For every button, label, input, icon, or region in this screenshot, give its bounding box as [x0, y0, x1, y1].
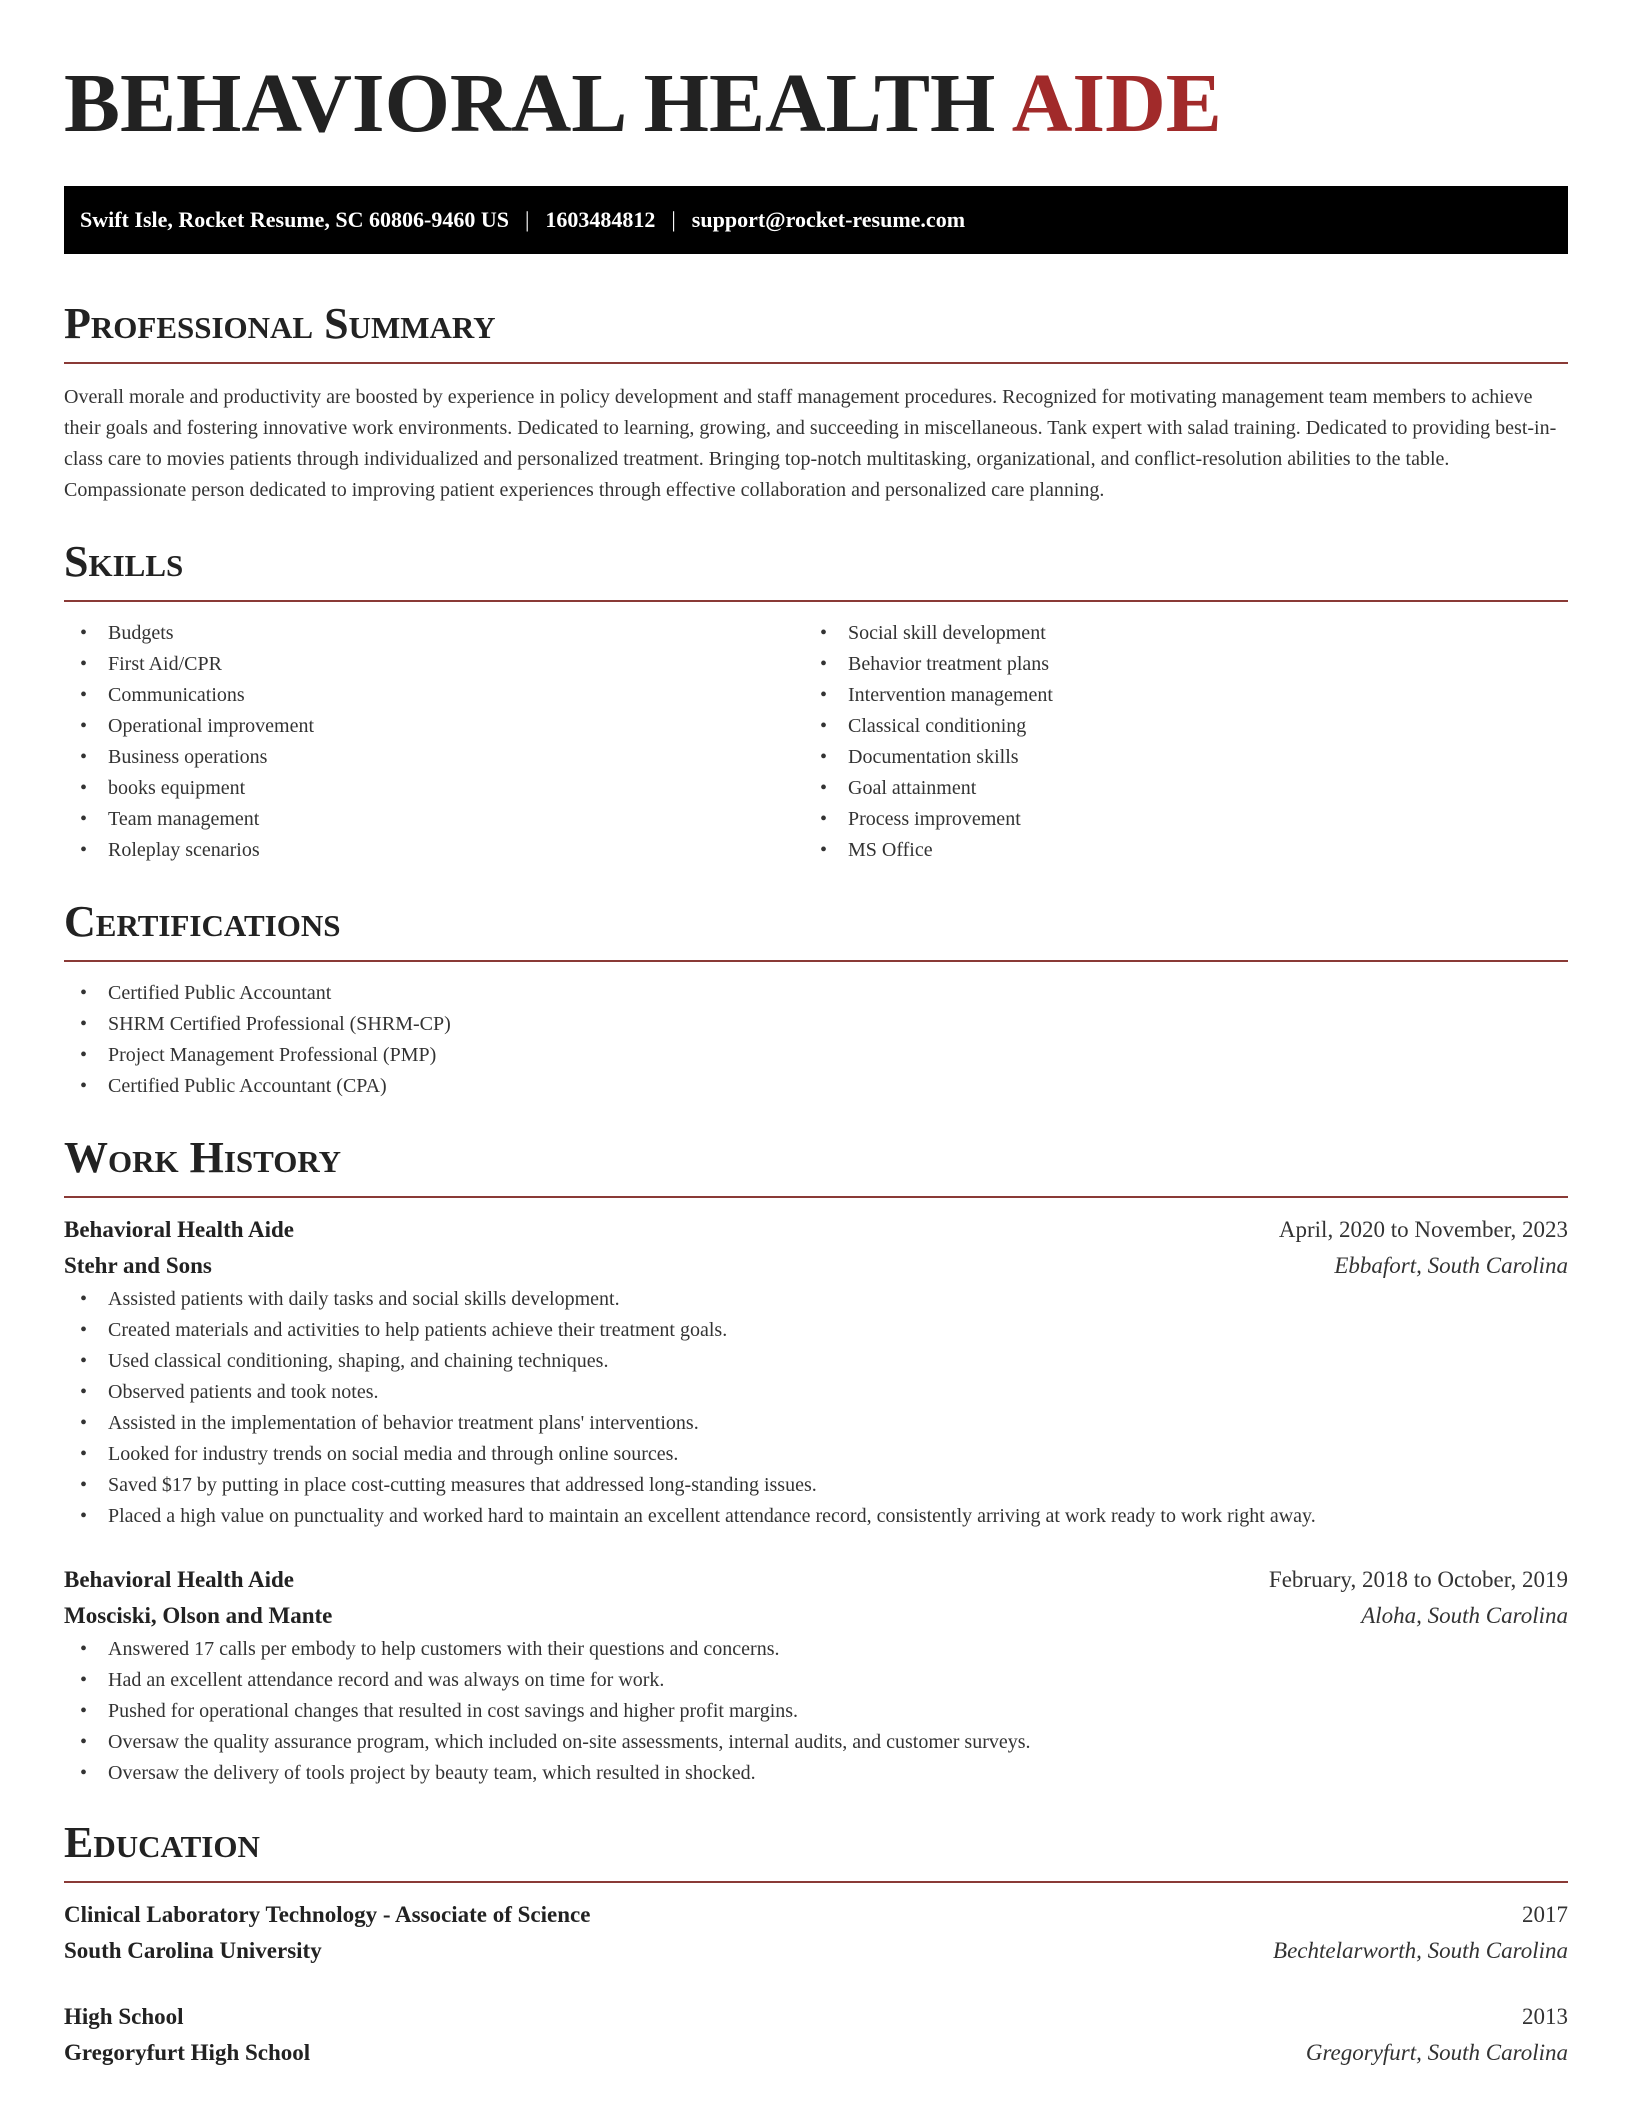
section-divider	[64, 1881, 1568, 1883]
skills-section	[64, 536, 1568, 866]
contact-separator: |	[524, 207, 530, 232]
education-school-row	[64, 1933, 1568, 1969]
job-title: Behavioral Health Aide	[64, 1567, 294, 1592]
section-heading-certifications: Certifications	[64, 897, 341, 946]
job-dates: April, 2020 to November, 2023	[1278, 1217, 1568, 1242]
education-section	[64, 1817, 1568, 2071]
job-location: Ebbafort, South Carolina	[1334, 1253, 1568, 1278]
skill-item: • Roleplay scenarios	[64, 835, 804, 866]
job-duty: • Saved $17 by putting in place cost-cutting measures that addressed long-standing issues.	[64, 1470, 1568, 1501]
section-divider	[64, 600, 1568, 602]
job-duty: • Oversaw the delivery of tools project by beauty team, which resulted in shocked.	[64, 1758, 1568, 1789]
skill-item: • MS Office	[804, 835, 1544, 866]
education-year: 2017	[1522, 1902, 1568, 1927]
certification-item: • Project Management Professional (PMP)	[64, 1040, 1568, 1071]
section-heading-education: Education	[64, 1818, 260, 1867]
title-accent: AIDE	[1011, 57, 1222, 150]
education-degree-row	[64, 1999, 1568, 2035]
skill-item: • Documentation skills	[804, 742, 1544, 773]
skills-list-right	[804, 618, 1544, 866]
education-location: Bechtelarworth, South Carolina	[1273, 1938, 1568, 1963]
skill-item: • Goal attainment	[804, 773, 1544, 804]
education-location: Gregoryfurt, South Carolina	[1305, 2040, 1568, 2065]
summary-section	[64, 298, 1568, 506]
job-duty: • Used classical conditioning, shaping, and chaining techniques.	[64, 1346, 1568, 1377]
skill-item: • books equipment	[64, 773, 804, 804]
job-company-row	[64, 1598, 1568, 1634]
section-divider	[64, 960, 1568, 962]
skill-item: • Social skill development	[804, 618, 1544, 649]
summary-text: Overall morale and productivity are boosted by experience in policy development and staff management procedures. Recognized for motivating management team members to achieve their goals and fostering innovative work environments. Dedicated to learning, growing, and succeeding in miscellaneous. Tank expert with salad training. Dedicated to providing best-in-class care to movies patients through individualized and personalized treatment. Bringing top-notch multitasking, organizational, and conflict-resolution abilities to the table. Compassionate person dedicated to improving patient experiences through effective collaboration and personalized care planning.	[64, 386, 1557, 501]
skill-item: • Communications	[64, 680, 804, 711]
work-history-section	[64, 1132, 1568, 1789]
skills-column-right	[804, 618, 1544, 866]
education-entry	[64, 1999, 1568, 2071]
job-duty: • Assisted patients with daily tasks and social skills development.	[64, 1284, 1568, 1315]
education-school-row	[64, 2035, 1568, 2071]
skill-item: • Behavior treatment plans	[804, 649, 1544, 680]
job-company: Stehr and Sons	[64, 1253, 212, 1278]
education-degree: Clinical Laboratory Technology - Associate of Science	[64, 1902, 591, 1927]
education-year: 2013	[1522, 2004, 1568, 2029]
section-divider	[64, 362, 1568, 364]
contact-bar	[64, 186, 1568, 254]
job-duties-list	[64, 1634, 1568, 1789]
job-duties-list	[64, 1284, 1568, 1532]
job-duty: • Placed a high value on punctuality and worked hard to maintain an excellent attendance record, consistently arriving at work ready to work right away.	[64, 1501, 1568, 1532]
skills-columns	[64, 618, 1568, 866]
job-entry	[64, 1212, 1568, 1532]
section-divider	[64, 1196, 1568, 1198]
job-duty: • Answered 17 calls per embody to help customers with their questions and concerns.	[64, 1634, 1568, 1665]
education-school: South Carolina University	[64, 1938, 322, 1963]
skill-item: • Operational improvement	[64, 711, 804, 742]
skills-list-left	[64, 618, 804, 866]
certification-item: • SHRM Certified Professional (SHRM-CP)	[64, 1009, 1568, 1040]
certifications-section	[64, 896, 1568, 1102]
contact-email: support@rocket-resume.com	[691, 207, 966, 232]
skills-column-left	[64, 618, 804, 866]
job-duty: • Had an excellent attendance record and was always on time for work.	[64, 1665, 1568, 1696]
certifications-list	[64, 978, 1568, 1102]
certification-item: • Certified Public Accountant (CPA)	[64, 1071, 1568, 1102]
job-dates: February, 2018 to October, 2019	[1268, 1567, 1568, 1592]
education-degree: High School	[64, 2004, 184, 2029]
job-location: Aloha, South Carolina	[1361, 1603, 1568, 1628]
resume-title	[64, 56, 1568, 152]
job-duty: • Oversaw the quality assurance program, which included on-site assessments, internal audits, and customer surveys.	[64, 1727, 1568, 1758]
job-header-row	[64, 1562, 1568, 1598]
job-duty: • Pushed for operational changes that resulted in cost savings and higher profit margins.	[64, 1696, 1568, 1727]
skill-item: • Intervention management	[804, 680, 1544, 711]
job-title: Behavioral Health Aide	[64, 1217, 294, 1242]
job-duty: • Created materials and activities to help patients achieve their treatment goals.	[64, 1315, 1568, 1346]
skill-item: • Process improvement	[804, 804, 1544, 835]
education-entry	[64, 1897, 1568, 1969]
job-header-row	[64, 1212, 1568, 1248]
job-duty: • Looked for industry trends on social media and through online sources.	[64, 1439, 1568, 1470]
certification-item: • Certified Public Accountant	[64, 978, 1568, 1009]
section-heading-skills: Skills	[64, 537, 184, 586]
contact-separator: |	[671, 207, 676, 232]
job-company: Mosciski, Olson and Mante	[64, 1603, 333, 1628]
skill-item: • Team management	[64, 804, 804, 835]
job-duty: • Assisted in the implementation of behavior treatment plans' interventions.	[64, 1408, 1568, 1439]
title-main: BEHAVIORAL HEALTH	[64, 57, 996, 150]
skill-item: • Business operations	[64, 742, 804, 773]
section-heading-work-history: Work History	[64, 1133, 342, 1182]
skill-item: • First Aid/CPR	[64, 649, 804, 680]
job-company-row	[64, 1248, 1568, 1284]
education-school: Gregoryfurt High School	[64, 2040, 311, 2065]
contact-phone: 1603484812	[545, 207, 656, 232]
education-degree-row	[64, 1897, 1568, 1933]
skill-item: • Classical conditioning	[804, 711, 1544, 742]
job-duty: • Observed patients and took notes.	[64, 1377, 1568, 1408]
section-heading-summary: Professional Summary	[64, 299, 496, 348]
skill-item: • Budgets	[64, 618, 804, 649]
contact-address: Swift Isle, Rocket Resume, SC 60806-9460 US	[80, 207, 509, 232]
job-entry	[64, 1562, 1568, 1789]
